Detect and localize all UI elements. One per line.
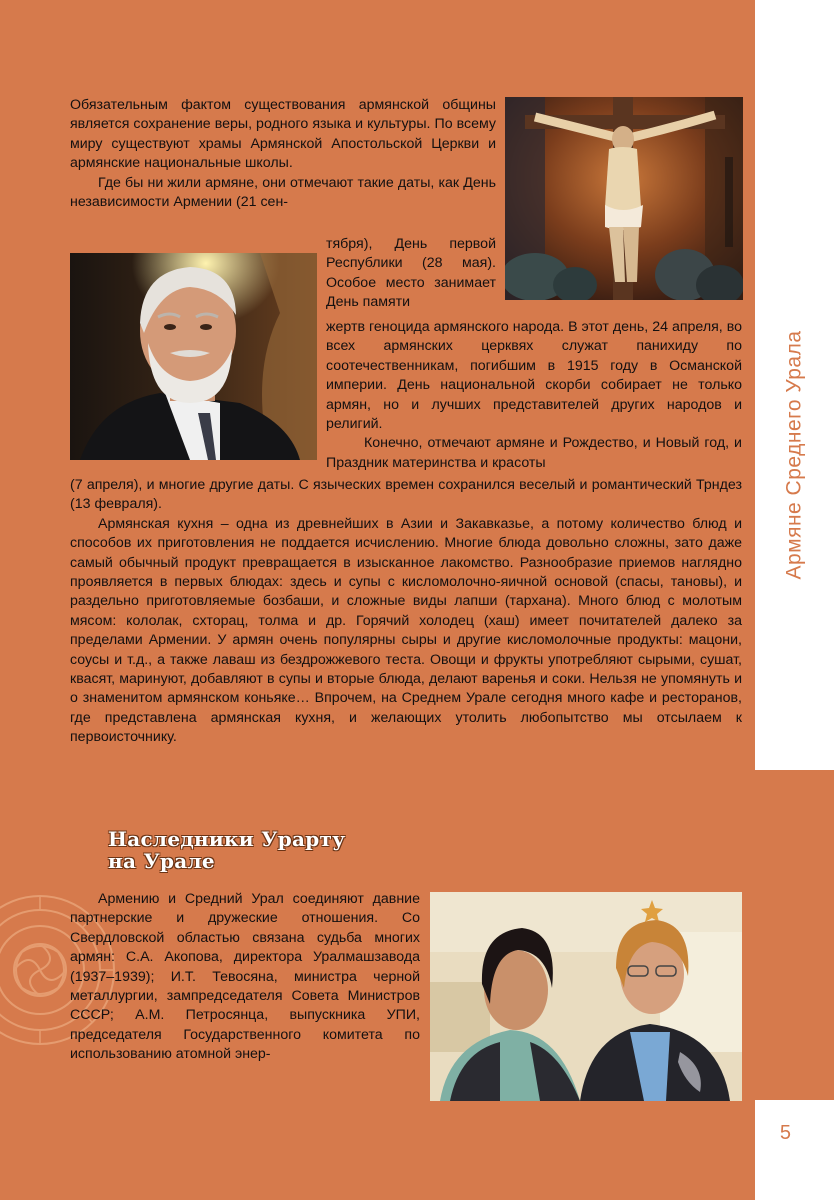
text-block-4 [70,476,742,748]
paragraph: (7 апреля), и многие другие даты. С языческих времен сохранился веселый и романтический Трндез (13 февраля). [70,477,742,513]
section-heading [108,828,345,872]
heading-line: на Урале [108,849,215,873]
side-title: Армяне Среднего Урала [782,330,806,580]
portrait-photo [70,253,317,460]
page-number-box [755,1100,834,1200]
text-block-5 [70,890,420,1065]
text-block-2 [326,235,496,313]
paragraph: тября), День первой Республики (28 мая). Особое место занимает День памяти [326,236,496,311]
paragraph: Где бы ни жили армяне, они отмечают такие даты, как День независимости Армении (21 сен- [70,174,496,211]
page-number: 5 [779,1122,791,1144]
heading-line: Наследники Урарту [108,827,346,851]
side-title-container [755,0,834,770]
paragraph: жертв геноцида армянского народа. В этот день, 24 апреля, во всех армянских церквях служат панихиду по соотечественникам, погибшим в 1915 году в Османской империи. День национальной скорби собирает не только армян, но и лучших представителей других народов и религий. [326,319,742,433]
text-block-3 [326,318,742,473]
text-block-1 [70,96,496,212]
crucifix-photo [505,97,743,300]
paragraph: Обязательным фактом существования армянской общины является сохранение веры, родного языка и культуры. По всему миру существуют храмы Армянской Апостольской Церкви и армянские национальные школы. [70,97,496,172]
paragraph: Армению и Средний Урал соединяют давние партнерские и дружеские отношения. Со Свердловской областью связана судьба многих армян: С.А. Акопова, директора Уралмашзавода (1937–1939); И.Т. Тевосяна, министра черной металлургии, зампредседателя Совета Министров СССР; А.М. Петросянца, выпускника УПИ, председателя Государственного комитета по использованию атомной энер- [70,891,420,1063]
women-photo [430,892,742,1101]
paragraph: Армянская кухня – одна из древнейших в Азии и Закавказье, а потому количество блюд и способов их приготовления не поддается исчислению. Многие блюда довольно сложны, зато даже самый обычный продукт превращается в изысканное лакомство. Разнообразие приемов наглядно проявляется в первых блюдах: здесь и супы с кисломолочно-яичной основой (спасы, тановы), и раздельно приготовляемые бозбаши, и сложные виды лапши (тархана). Много блюд с молотым мясом: кололак, схторац, толма и др. Горячий холодец (хаш) имеет почитателей далеко за пределами Армении. У армян очень популярны сыры и другие кисломолочные продукты: мацони, соусы и т.д., а также лаваш из бездрожжевого теста. Овощи и фрукты употребляют сырыми, сушат, квасят, маринуют, добавляют в супы и вторые блюда, делают варенья и соки. Нельзя не упомянуть и о знаменитом армянском коньяке… Впрочем, на Среднем Урале сегодня много кафе и ресторанов, где представлена армянская кухня, и желающих утолить любопытство мы отсылаем к первоисточнику. [70,515,742,746]
paragraph: Конечно, отмечают армяне и Рождество, и Новый год, и Праздник материнства и красоты [326,435,742,471]
